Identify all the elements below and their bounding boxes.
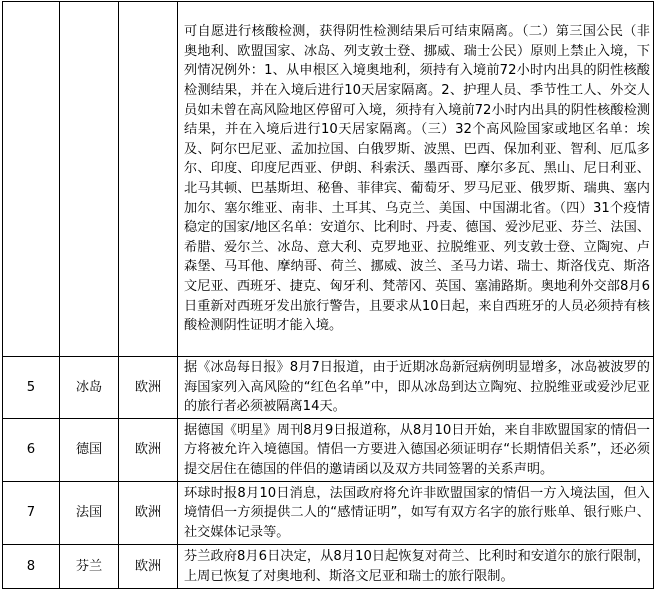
row-content: 据《冰岛每日报》8月7日报道，由于近期冰岛新冠病例明显增多，冰岛被波罗的海国家列入高风险的“红色名单”中，即从冰岛到达立陶宛、拉脱维亚或爱沙尼亚的旅行者必须被隔离14天。 [178,357,654,419]
row-content: 芬兰政府8月6日决定，从8月10日起恢复对荷兰、比利时和安道尔的旅行限制，上周已恢复了对奥地利、斯洛文尼亚和瑞士的旅行限制。 [178,545,654,589]
row-region: 欧洲 [119,419,178,482]
row-region: 欧洲 [119,545,178,589]
table-row [3,357,654,419]
table-row [3,419,654,482]
row-content: 可自愿进行核酸检测，获得阴性检测结果后可结束隔离。（二）第三国公民（非奥地利、欧盟国家、冰岛、列支敦士登、挪威、瑞士公民）原则上禁止入境，下列情况例外：1、从申根区入境奥地利，须持有入境前72小时内出具的阴性核酸检测结果，并在入境后进行10天居家隔离。2、护理人员、季节性工人、外交人员如未曾在高风险地区停留可入境，须持有入境前72小时内出具的阴性核酸检测结果，并在入境后进行10天居家隔离。（三）32个高风险国家或地区名单：埃及、阿尔巴尼亚、孟加拉国、白俄罗斯、波黑、巴西、保加利亚、智利、厄瓜多尔、印度、印度尼西亚、伊朗、科索沃、墨西哥、摩尔多瓦、黑山、尼日利亚、北马其顿、巴基斯坦、秘鲁、菲律宾、葡萄牙、罗马尼亚、俄罗斯、瑞典、塞内加尔、塞尔维亚、南非、土耳其、乌克兰、美国、中国湖北省。（四）31个疫情稳定的国家/地区名单：安道尔、比利时、丹麦、德国、爱沙尼亚、芬兰、法国、希腊、爱尔兰、冰岛、意大利、克罗地亚、拉脱维亚、列支敦士登、立陶宛、卢森堡、马耳他、摩纳哥、荷兰、挪威、波兰、圣马力诺、瑞士、斯洛伐克、斯洛文尼亚、西班牙、捷克、匈牙利、梵蒂冈、英国、塞浦路斯。奥地利外交部8月6日重新对西班牙发出旅行警告，且要求从10日起，来自西班牙的人员必须持有核酸检测阴性证明才能入境。 [178,2,654,357]
row-index: 5 [3,357,60,419]
row-country: 冰岛 [60,357,119,419]
row-region: 欧洲 [119,357,178,419]
policy-table [2,1,654,589]
row-country: 芬兰 [60,545,119,589]
row-country [60,2,119,357]
row-index: 7 [3,482,60,545]
row-region: 欧洲 [119,482,178,545]
row-content: 据德国《明星》周刊8月9日报道称，从8月10日开始，来自非欧盟国家的情侣一方将被允许入境德国。情侣一方要进入德国必须证明存“长期情侣关系”，还必须提交居住在德国的伴侣的邀请函以及双方共同签署的关系声明。 [178,419,654,482]
row-index: 6 [3,419,60,482]
row-region [119,2,178,357]
table-row [3,545,654,589]
row-index: 8 [3,545,60,589]
table-row [3,2,654,357]
table-row [3,482,654,545]
row-country: 德国 [60,419,119,482]
row-content: 环球时报8月10日消息，法国政府将允许非欧盟国家的情侣一方入境法国，但入境情侣一方须提供二人的“感情证明”，如写有双方名字的旅行账单、银行账户、社交媒体记录等。 [178,482,654,545]
row-index [3,2,60,357]
row-country: 法国 [60,482,119,545]
